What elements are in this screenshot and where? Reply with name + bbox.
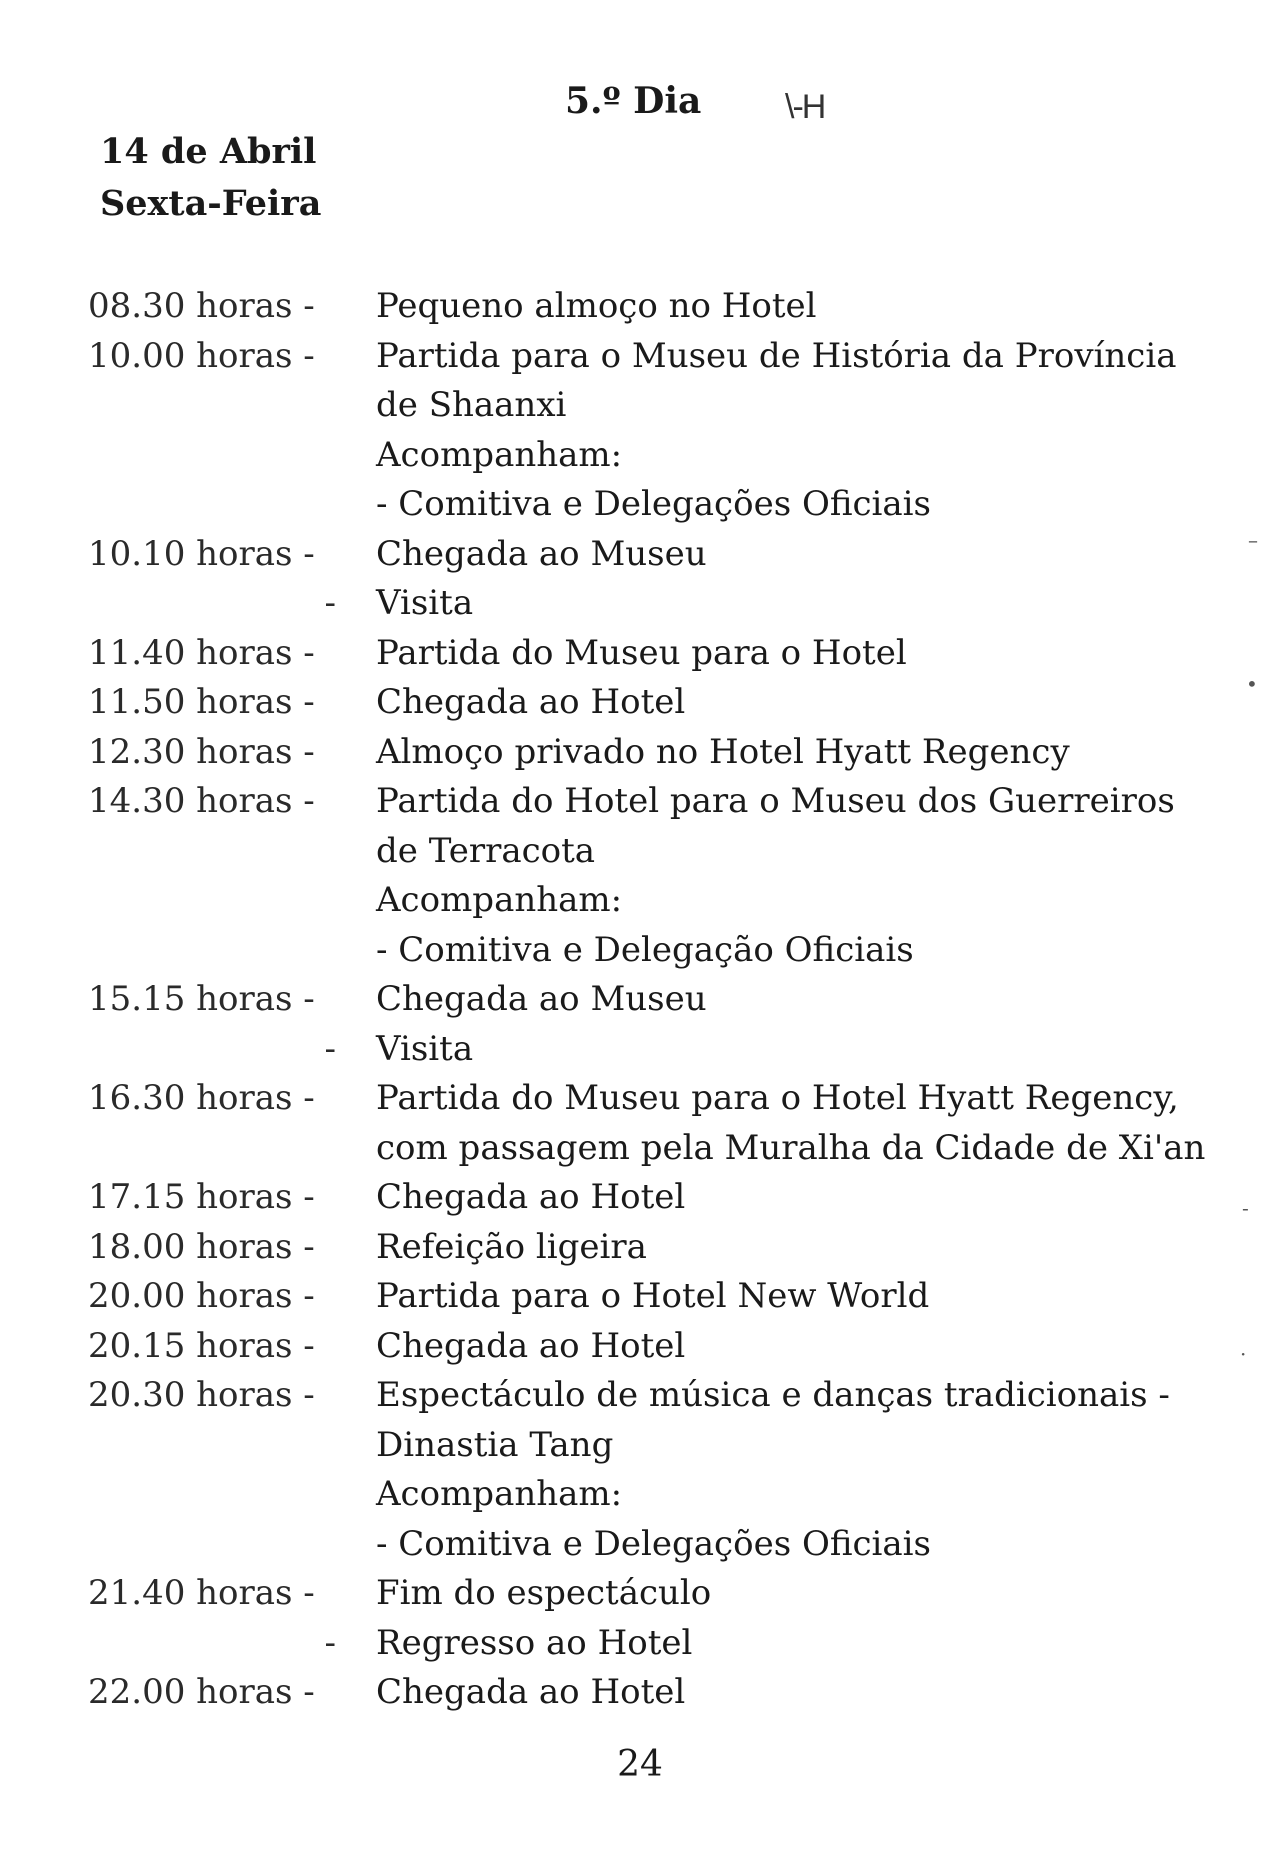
schedule-activity [376, 1569, 1176, 1619]
activity-line: Chegada ao Museu [376, 979, 707, 1019]
schedule-row [88, 678, 1188, 728]
schedule-row [88, 629, 1188, 679]
activity-line: Fim do espectáculo [376, 1573, 712, 1613]
activity-line: Pequeno almoço no Hotel [376, 286, 817, 326]
activity-line: Dinastia Tang [376, 1424, 614, 1465]
activity-line: Partida para o Museu de História da Província [376, 335, 1177, 376]
schedule-activity [376, 1272, 1176, 1322]
activity-line: Chegada ao Hotel [376, 1325, 686, 1366]
activity-line: Espectáculo de música e danças tradicionais - [376, 1375, 1170, 1415]
activity-line: Partida do Museu para o Hotel Hyatt Regency, [376, 1078, 1179, 1118]
schedule-activity [376, 1619, 1176, 1669]
schedule-row [88, 728, 1188, 778]
schedule-activity [376, 728, 1176, 778]
activity-line: Acompanham: [376, 434, 623, 475]
schedule-time: - [324, 583, 336, 623]
schedule-activity [376, 678, 1176, 728]
schedule-time: 17.15 horas - [88, 1177, 315, 1217]
margin-mark: – [1248, 528, 1258, 552]
schedule-row [88, 1025, 1188, 1075]
schedule-row [88, 1223, 1188, 1273]
schedule-row [88, 579, 1188, 629]
activity-line: - Comitiva e Delegação Oficiais [376, 929, 914, 970]
schedule-row [88, 332, 1188, 530]
activity-line: - Comitiva e Delegações Oficiais [376, 1523, 932, 1564]
activity-line: Chegada ao Hotel [376, 682, 686, 722]
activity-line: Refeição ligeira [376, 1226, 647, 1267]
schedule-row [88, 1272, 1188, 1322]
schedule-time: 20.15 horas - [88, 1325, 315, 1366]
schedule-activity [376, 777, 1176, 975]
activity-line: Partida para o Hotel New World [376, 1276, 930, 1316]
schedule-time: 12.30 horas - [88, 731, 315, 772]
schedule-time: 20.00 horas - [88, 1276, 315, 1316]
schedule-row [88, 1668, 1188, 1718]
schedule-activity [376, 1371, 1176, 1569]
schedule-row [88, 1173, 1188, 1223]
activity-line: Visita [376, 583, 474, 623]
schedule-time: - [324, 1028, 336, 1069]
schedule-activity [376, 1074, 1206, 1173]
schedule-time: 18.00 horas - [88, 1226, 315, 1267]
schedule-row [88, 1074, 1206, 1173]
schedule-time: 10.00 horas - [88, 335, 315, 376]
day-title: 5.º Dia [565, 80, 702, 122]
date-block [100, 126, 321, 230]
schedule-activity [376, 975, 1176, 1025]
schedule-row [88, 282, 1188, 332]
schedule-activity [376, 1173, 1176, 1223]
activity-line: Regresso ao Hotel [376, 1622, 693, 1663]
schedule-row [88, 1322, 1188, 1372]
handwritten-initials: \-H [785, 88, 825, 126]
schedule-row [88, 975, 1188, 1025]
schedule-time: 15.15 horas - [88, 979, 315, 1019]
schedule-time: 08.30 horas - [88, 286, 315, 326]
schedule-row [88, 777, 1188, 975]
date-label: 14 de Abril [100, 131, 317, 172]
schedule-activity [376, 579, 1176, 629]
schedule-activity [376, 530, 1176, 580]
schedule-row [88, 1371, 1188, 1569]
margin-mark: - [1242, 1196, 1249, 1220]
margin-mark: • [1246, 672, 1258, 696]
activity-line: Visita [376, 1028, 474, 1069]
schedule-row [88, 1619, 1188, 1669]
schedule-time: 16.30 horas - [88, 1078, 315, 1118]
activity-line: de Shaanxi [376, 385, 567, 425]
schedule-time: 21.40 horas - [88, 1573, 315, 1613]
schedule-activity [376, 1322, 1176, 1372]
activity-line: Chegada ao Hotel [376, 1672, 686, 1712]
activity-line: Partida do Museu para o Hotel [376, 632, 907, 673]
schedule-time: 11.50 horas - [88, 682, 315, 722]
schedule-row [88, 530, 1188, 580]
schedule-row [88, 1569, 1188, 1619]
schedule-list [88, 282, 1206, 1718]
schedule-activity [376, 282, 1176, 332]
schedule-time: - [324, 1622, 336, 1663]
activity-line: Almoço privado no Hotel Hyatt Regency [376, 731, 1070, 772]
activity-line: de Terracota [376, 830, 596, 871]
schedule-time: 22.00 horas - [88, 1672, 315, 1712]
activity-line: Chegada ao Hotel [376, 1177, 686, 1217]
schedule-activity [376, 1025, 1176, 1075]
activity-line: Chegada ao Museu [376, 533, 707, 574]
schedule-activity [376, 1223, 1176, 1273]
activity-line: Acompanham: [376, 880, 623, 920]
activity-line: - Comitiva e Delegações Oficiais [376, 484, 932, 524]
schedule-time: 20.30 horas - [88, 1375, 315, 1415]
margin-mark: · [1240, 1342, 1247, 1366]
activity-line: Partida do Hotel para o Museu dos Guerreiros [376, 781, 1175, 821]
schedule-time: 10.10 horas - [88, 533, 315, 574]
schedule-activity [376, 332, 1176, 530]
schedule-time: 14.30 horas - [88, 781, 315, 821]
schedule-activity [376, 629, 1176, 679]
schedule-time: 11.40 horas - [88, 632, 315, 673]
page-number: 24 [617, 1744, 663, 1785]
schedule-activity [376, 1668, 1176, 1718]
weekday-label: Sexta-Feira [100, 183, 322, 224]
activity-line: Acompanham: [376, 1474, 623, 1514]
activity-line: com passagem pela Muralha da Cidade de Xi'an [376, 1127, 1206, 1168]
